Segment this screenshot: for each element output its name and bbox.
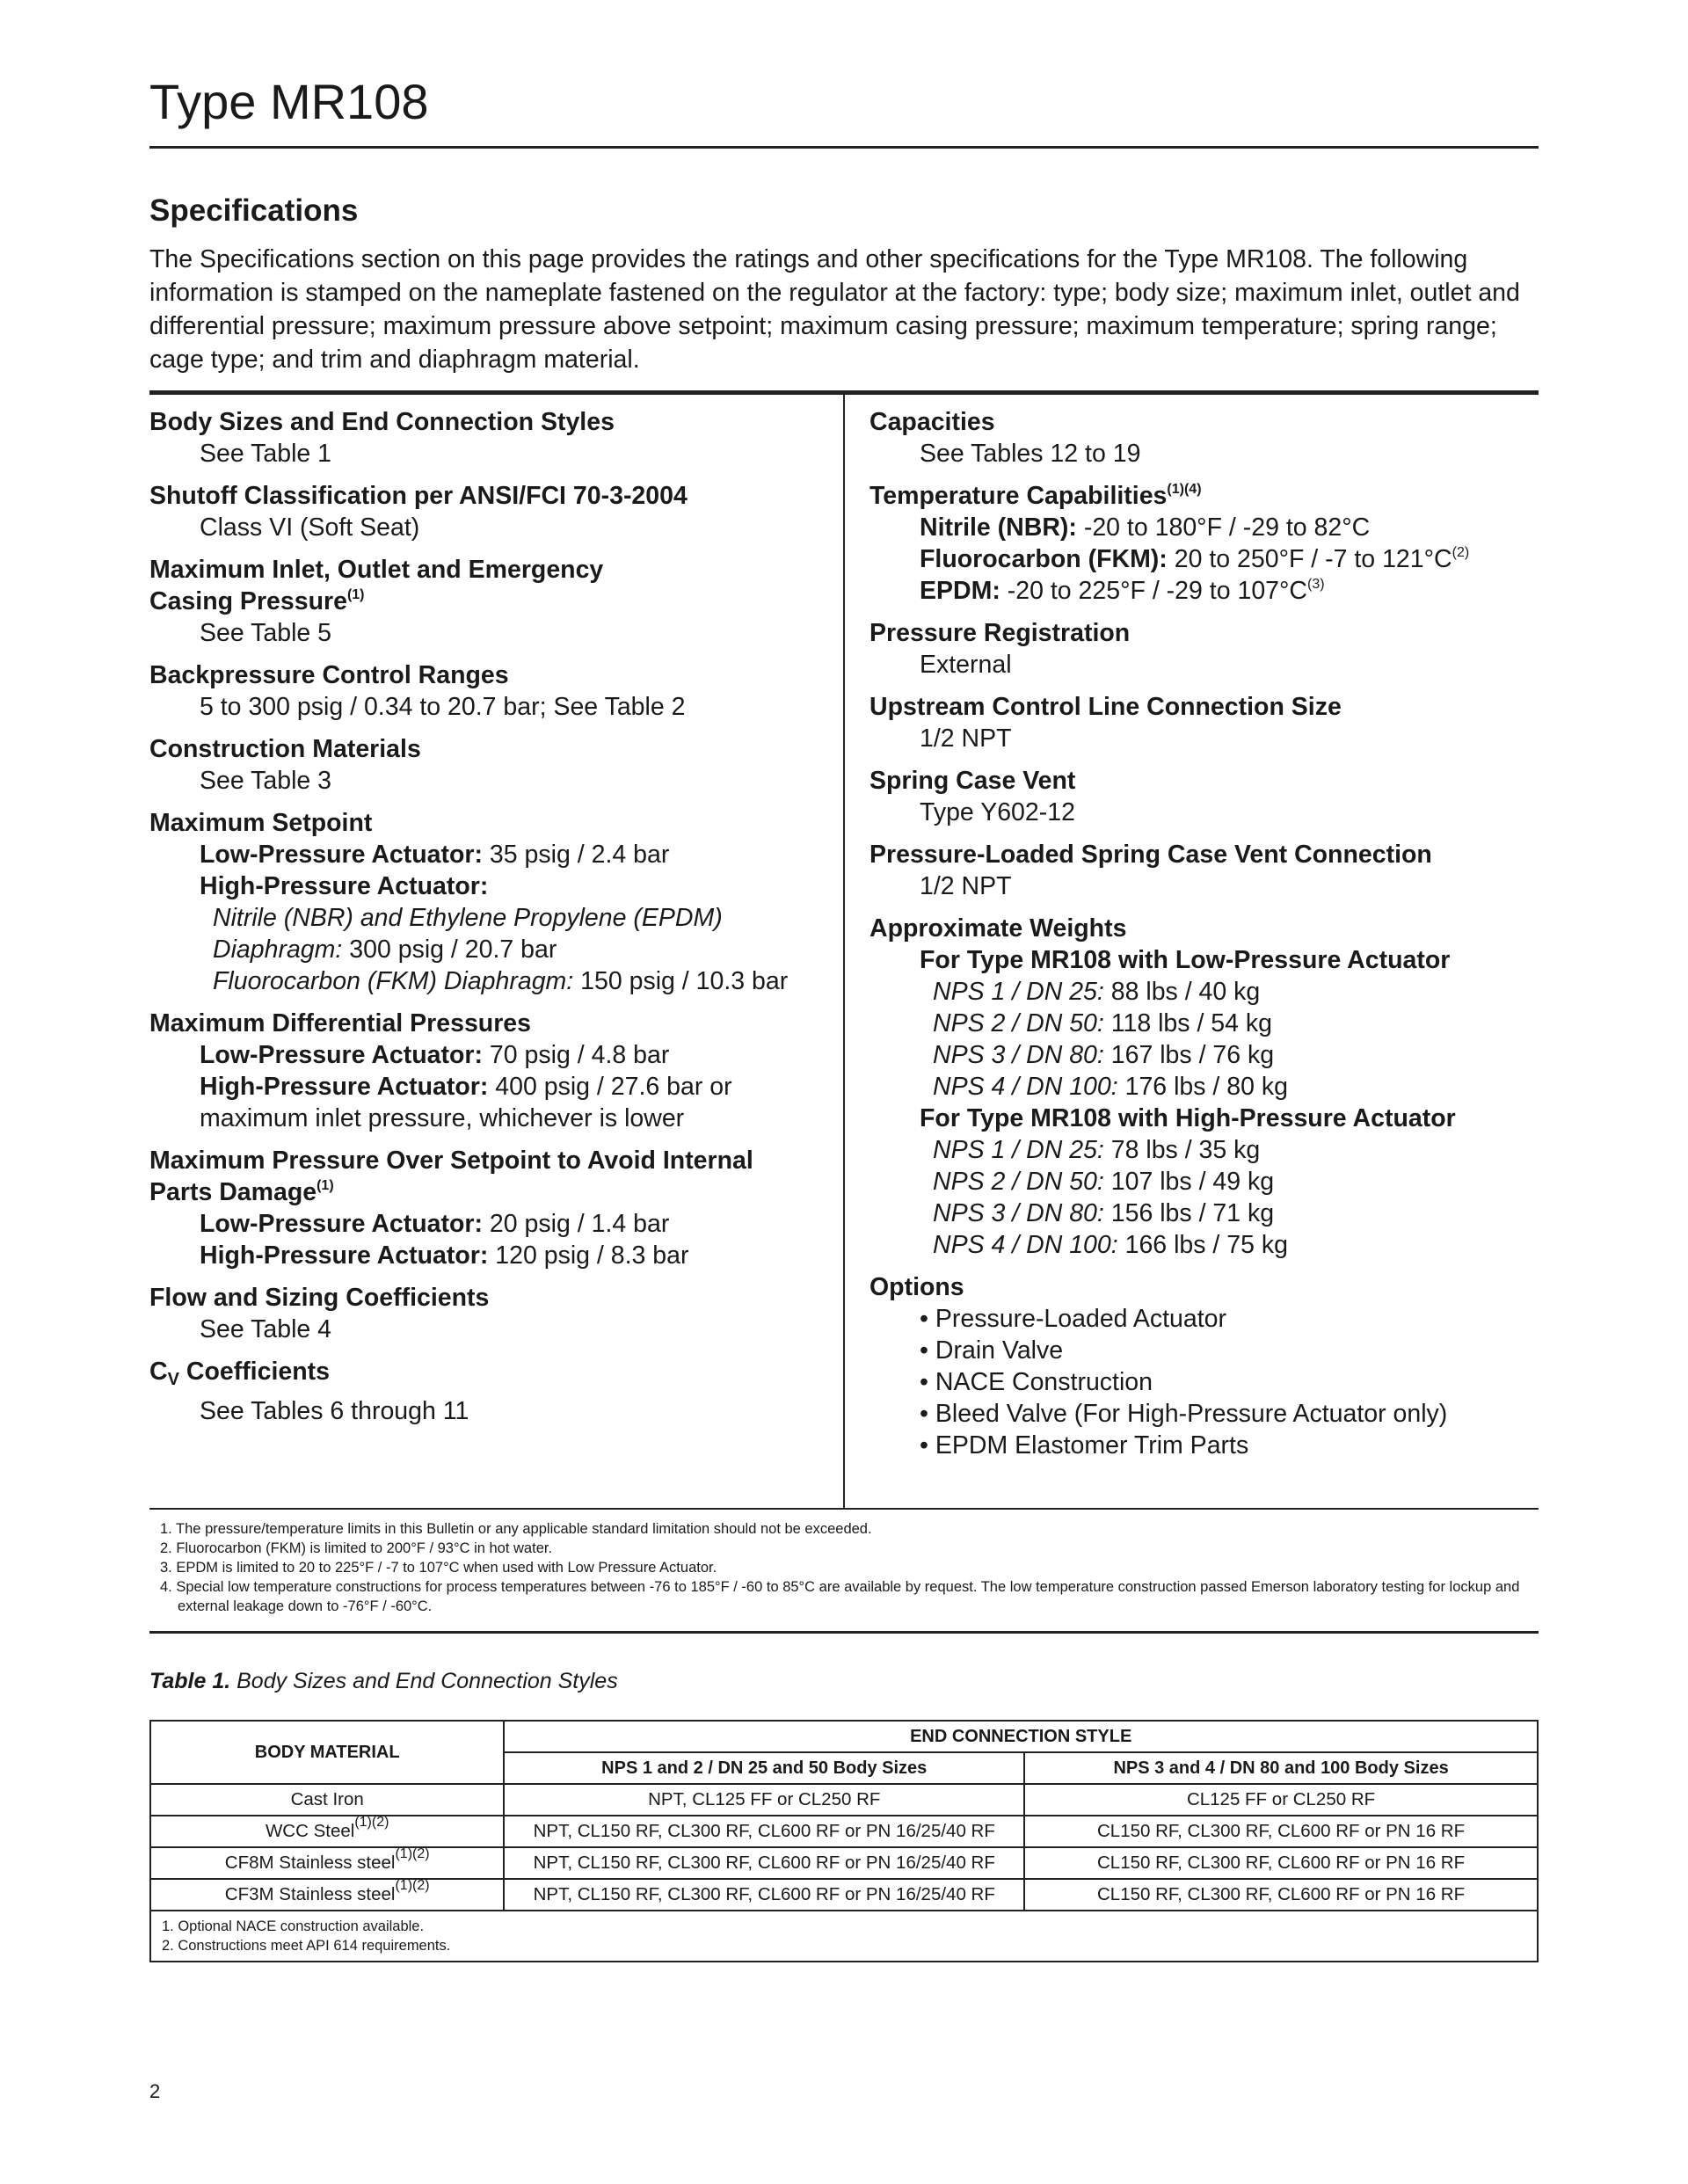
table-notes-row bbox=[150, 1911, 1538, 1962]
spec-max-over bbox=[149, 1145, 826, 1271]
spec-max-inlet bbox=[149, 554, 826, 649]
spec-label: Body Sizes and End Connection Styles bbox=[149, 408, 615, 436]
spec-value: See Table 3 bbox=[200, 767, 332, 795]
intro-paragraph: The Specifications section on this page provides the ratings and other specifications for the Type MR108. The following information is stamped on the nameplate fastened on the regulator at the factory: type; body size; maximum inlet, outlet and differential pressure; maximum pressure above setpoint; maximum casing pressure; maximum temperature; spring range; cage type; and trim and diaphragm material. bbox=[149, 245, 1520, 374]
table-header-row bbox=[150, 1721, 1538, 1752]
spec-line bbox=[149, 1071, 826, 1103]
weight-size: NPS 1 / DN 25: bbox=[933, 1136, 1104, 1164]
table-row bbox=[150, 1847, 1538, 1879]
weight-size: NPS 1 / DN 25: bbox=[933, 978, 1104, 1006]
table-row bbox=[150, 1879, 1538, 1911]
footnote-bottom-rule bbox=[149, 1631, 1539, 1634]
weight-size: NPS 2 / DN 50: bbox=[933, 1168, 1104, 1196]
spec-value: Type Y602-12 bbox=[920, 798, 1075, 826]
spec-max-diff bbox=[149, 1008, 826, 1134]
title-rule bbox=[149, 146, 1539, 149]
column-divider bbox=[843, 395, 845, 1510]
footnote: 1. The pressure/temperature limits in this Bulletin or any applicable standard limitation should not be exceeded. bbox=[160, 1521, 872, 1537]
sub-value: 20 to 250°F / -7 to 121°C bbox=[1167, 545, 1452, 573]
spec-value: 5 to 300 psig / 0.34 to 20.7 bar; See Table 2 bbox=[200, 693, 686, 721]
header-small-sizes: NPS 1 and 2 / DN 25 and 50 Body Sizes bbox=[504, 1752, 1024, 1784]
footnote-ref: (1)(2) bbox=[354, 1815, 389, 1830]
spec-vent bbox=[869, 765, 1538, 828]
footnote-ref: (2) bbox=[1452, 545, 1470, 560]
weight-size: NPS 3 / DN 80: bbox=[933, 1199, 1104, 1227]
footnote: 4. Special low temperature constructions for process temperatures between -76 to 185°F / -60 to 85°C are available by request. The low temperature construction passed Emerson laboratory testing for lockup and external leakage down to -76°F / -60°C. bbox=[160, 1579, 1520, 1614]
spec-label: Maximum Inlet, Outlet and Emergency bbox=[149, 556, 604, 584]
spec-label: Capacities bbox=[869, 408, 995, 436]
cell-large: CL125 FF or CL250 RF bbox=[1024, 1784, 1538, 1816]
header-end-connection: END CONNECTION STYLE bbox=[504, 1721, 1538, 1752]
spec-value: External bbox=[920, 651, 1012, 679]
sub-label: EPDM: bbox=[920, 577, 1000, 605]
sub-label: Nitrile (NBR): bbox=[920, 513, 1077, 542]
table-note: 1. Optional NACE construction available. bbox=[162, 1918, 425, 1934]
weight-row bbox=[869, 1039, 1538, 1071]
cell-material bbox=[150, 1816, 504, 1847]
option-item: • Bleed Valve (For High-Pressure Actuator only) bbox=[920, 1400, 1448, 1428]
cell-material bbox=[150, 1847, 504, 1879]
spec-label: Backpressure Control Ranges bbox=[149, 661, 509, 689]
weight-value: 107 lbs / 49 kg bbox=[1103, 1168, 1275, 1196]
spec-label bbox=[869, 480, 1538, 512]
spec-label: Maximum Pressure Over Setpoint to Avoid Internal bbox=[149, 1147, 753, 1175]
footnotes bbox=[160, 1519, 1532, 1616]
sub-value: 300 psig / 20.7 bar bbox=[342, 935, 557, 964]
weight-row bbox=[869, 1071, 1538, 1103]
spec-shutoff bbox=[149, 480, 826, 543]
material-text: CF3M Stainless steel bbox=[224, 1884, 396, 1904]
spec-label: Flow and Sizing Coefficients bbox=[149, 1284, 490, 1312]
cell-small: NPT, CL150 RF, CL300 RF, CL600 RF or PN 16/25/40 RF bbox=[504, 1816, 1024, 1847]
spec-label-line2 bbox=[149, 586, 826, 617]
cell-large: CL150 RF, CL300 RF, CL600 RF or PN 16 RF bbox=[1024, 1847, 1538, 1879]
weight-row bbox=[869, 976, 1538, 1008]
sub-label: Fluorocarbon (FKM): bbox=[920, 545, 1168, 573]
spec-value: Class VI (Soft Seat) bbox=[200, 513, 420, 542]
footnote-ref: (3) bbox=[1307, 577, 1325, 592]
cell-small: NPT, CL125 FF or CL250 RF bbox=[504, 1784, 1024, 1816]
spec-label-text: Temperature Capabilities bbox=[869, 482, 1168, 510]
spec-value: See Table 5 bbox=[200, 619, 332, 647]
spec-value: 1/2 NPT bbox=[920, 724, 1012, 753]
table-caption bbox=[149, 1669, 618, 1694]
spec-label-text: Parts Damage bbox=[149, 1178, 317, 1206]
option-item: • Pressure-Loaded Actuator bbox=[920, 1305, 1227, 1333]
option-item: • Drain Valve bbox=[920, 1336, 1064, 1365]
spec-line bbox=[149, 1208, 826, 1240]
sub-label: High-Pressure Actuator: bbox=[200, 872, 489, 900]
spec-label: Options bbox=[869, 1273, 964, 1301]
sub-label: Low-Pressure Actuator: bbox=[200, 841, 484, 869]
spec-label: Shutoff Classification per ANSI/FCI 70-3-2004 bbox=[149, 482, 688, 510]
sub-value: 35 psig / 2.4 bar bbox=[483, 841, 670, 869]
table-caption-number: Table 1. bbox=[149, 1669, 231, 1693]
spec-label: Approximate Weights bbox=[869, 914, 1127, 943]
footnote-ref: (1)(2) bbox=[395, 1846, 430, 1861]
cv-label-rest: Coefficients bbox=[178, 1358, 330, 1386]
weight-size: NPS 3 / DN 80: bbox=[933, 1041, 1104, 1069]
spec-weights bbox=[869, 913, 1538, 1261]
spec-line bbox=[149, 1039, 826, 1071]
left-spec-column bbox=[149, 406, 826, 1438]
table-caption-text: Body Sizes and End Connection Styles bbox=[230, 1669, 618, 1693]
sub-value: 70 psig / 4.8 bar bbox=[483, 1041, 670, 1069]
option-item: • EPDM Elastomer Trim Parts bbox=[920, 1431, 1249, 1460]
spec-registration bbox=[869, 617, 1538, 681]
cv-letter: C bbox=[149, 1358, 168, 1386]
weights-subheading: For Type MR108 with Low-Pressure Actuator bbox=[920, 946, 1451, 974]
spec-line bbox=[149, 1240, 826, 1271]
sub-label: Low-Pressure Actuator: bbox=[200, 1041, 484, 1069]
sub-item: Fluorocarbon (FKM) Diaphragm: bbox=[213, 967, 574, 995]
spec-loaded-vent bbox=[869, 839, 1538, 902]
sub-item: Nitrile (NBR) and Ethylene Propylene (EPDM) bbox=[213, 904, 723, 932]
cell-small: NPT, CL150 RF, CL300 RF, CL600 RF or PN 16/25/40 RF bbox=[504, 1847, 1024, 1879]
footnote-ref: (1) bbox=[346, 587, 365, 602]
weight-value: 78 lbs / 35 kg bbox=[1103, 1136, 1261, 1164]
spec-label: Maximum Differential Pressures bbox=[149, 1009, 531, 1037]
weight-size: NPS 4 / DN 100: bbox=[933, 1073, 1118, 1101]
option-item: • NACE Construction bbox=[920, 1368, 1153, 1396]
sub-value: 400 psig / 27.6 bar or bbox=[488, 1073, 732, 1101]
spec-body-sizes bbox=[149, 406, 826, 470]
spec-value: See Table 4 bbox=[200, 1315, 332, 1343]
sub-value: -20 to 225°F / -29 to 107°C bbox=[1000, 577, 1307, 605]
spec-cv bbox=[149, 1356, 826, 1427]
table-row bbox=[150, 1784, 1538, 1816]
spec-backpressure bbox=[149, 659, 826, 723]
footnote-ref: (1)(2) bbox=[395, 1878, 430, 1893]
table-row bbox=[150, 1816, 1538, 1847]
weight-value: 156 lbs / 71 kg bbox=[1103, 1199, 1275, 1227]
spec-label-line2 bbox=[149, 1176, 826, 1208]
material-text: WCC Steel bbox=[265, 1821, 355, 1841]
spec-line bbox=[869, 575, 1538, 607]
weight-value: 166 lbs / 75 kg bbox=[1117, 1231, 1288, 1259]
sub-label: High-Pressure Actuator: bbox=[200, 1241, 489, 1270]
spec-flow bbox=[149, 1282, 826, 1345]
table-notes bbox=[150, 1911, 1538, 1962]
sub-value: maximum inlet pressure, whichever is lower bbox=[200, 1104, 685, 1132]
spec-label: Construction Materials bbox=[149, 735, 421, 763]
spec-label: Spring Case Vent bbox=[869, 767, 1076, 795]
sub-label: High-Pressure Actuator: bbox=[200, 1073, 489, 1101]
section-heading: Specifications bbox=[149, 193, 359, 228]
spec-materials bbox=[149, 733, 826, 797]
spec-line bbox=[149, 965, 826, 997]
weight-row bbox=[869, 1134, 1538, 1166]
right-spec-column bbox=[869, 406, 1538, 1472]
material-text: Cast Iron bbox=[290, 1789, 364, 1809]
weight-value: 118 lbs / 54 kg bbox=[1103, 1009, 1273, 1037]
footnote: 2. Fluorocarbon (FKM) is limited to 200°F / 93°C in hot water. bbox=[160, 1540, 553, 1556]
spec-label-text: Casing Pressure bbox=[149, 587, 347, 615]
header-large-sizes: NPS 3 and 4 / DN 80 and 100 Body Sizes bbox=[1024, 1752, 1538, 1784]
weight-row bbox=[869, 1229, 1538, 1261]
cell-small: NPT, CL150 RF, CL300 RF, CL600 RF or PN 16/25/40 RF bbox=[504, 1879, 1024, 1911]
footnote: 3. EPDM is limited to 20 to 225°F / -7 to 107°C when used with Low Pressure Actuator. bbox=[160, 1560, 717, 1576]
weight-row bbox=[869, 1166, 1538, 1198]
spec-label bbox=[149, 1356, 826, 1395]
body-sizes-table bbox=[149, 1720, 1539, 1962]
spec-options bbox=[869, 1271, 1538, 1461]
weights-subheading: For Type MR108 with High-Pressure Actuator bbox=[920, 1104, 1456, 1132]
cell-material bbox=[150, 1784, 504, 1816]
cell-material bbox=[150, 1879, 504, 1911]
spec-control-line bbox=[869, 691, 1538, 754]
footnote-ref: (1) bbox=[316, 1178, 334, 1193]
spec-line bbox=[149, 934, 826, 965]
table-note: 2. Constructions meet API 614 requirements. bbox=[162, 1938, 451, 1954]
weight-size: NPS 4 / DN 100: bbox=[933, 1231, 1118, 1259]
spec-label: Pressure Registration bbox=[869, 619, 1131, 647]
spec-line bbox=[149, 839, 826, 870]
spec-label: Upstream Control Line Connection Size bbox=[869, 693, 1342, 721]
spec-line bbox=[869, 543, 1538, 575]
cell-large: CL150 RF, CL300 RF, CL600 RF or PN 16 RF bbox=[1024, 1879, 1538, 1911]
cv-subscript: V bbox=[167, 1370, 179, 1389]
page-number: 2 bbox=[149, 2080, 161, 2102]
sub-value: 20 psig / 1.4 bar bbox=[483, 1210, 670, 1238]
footnote-rule bbox=[149, 1508, 1539, 1510]
spec-value: 1/2 NPT bbox=[920, 872, 1012, 900]
spec-label: Maximum Setpoint bbox=[149, 809, 373, 837]
spec-temperature bbox=[869, 480, 1538, 607]
cell-large: CL150 RF, CL300 RF, CL600 RF or PN 16 RF bbox=[1024, 1816, 1538, 1847]
sub-item: Diaphragm: bbox=[213, 935, 343, 964]
document-title: Type MR108 bbox=[149, 74, 429, 129]
sub-label: Low-Pressure Actuator: bbox=[200, 1210, 484, 1238]
weight-value: 88 lbs / 40 kg bbox=[1103, 978, 1261, 1006]
weight-row bbox=[869, 1198, 1538, 1229]
spec-max-setpoint bbox=[149, 807, 826, 997]
header-body-material: BODY MATERIAL bbox=[150, 1721, 504, 1784]
footnote-ref: (1)(4) bbox=[1167, 482, 1202, 497]
spec-value: See Tables 12 to 19 bbox=[920, 440, 1141, 468]
sub-value: 150 psig / 10.3 bar bbox=[573, 967, 789, 995]
spec-capacities bbox=[869, 406, 1538, 470]
spec-label: Pressure-Loaded Spring Case Vent Connection bbox=[869, 841, 1432, 869]
material-text: CF8M Stainless steel bbox=[224, 1853, 396, 1873]
spec-line bbox=[869, 512, 1538, 543]
weight-value: 167 lbs / 76 kg bbox=[1103, 1041, 1275, 1069]
weight-value: 176 lbs / 80 kg bbox=[1117, 1073, 1288, 1101]
spec-value: See Table 1 bbox=[200, 440, 332, 468]
spec-value: See Tables 6 through 11 bbox=[200, 1397, 469, 1425]
weight-size: NPS 2 / DN 50: bbox=[933, 1009, 1104, 1037]
sub-value: 120 psig / 8.3 bar bbox=[488, 1241, 689, 1270]
sub-value: -20 to 180°F / -29 to 82°C bbox=[1076, 513, 1371, 542]
weight-row bbox=[869, 1008, 1538, 1039]
